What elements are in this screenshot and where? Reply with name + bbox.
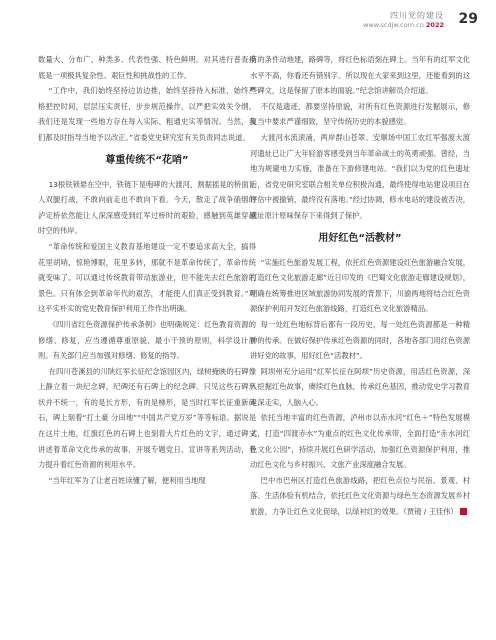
magazine-name: 四川党的建设 [390, 11, 444, 20]
body-paragraph: 13根铁锁悬在空中，铁链下是咆哮的大渡河，割据摇晃的桥面让人双腿打战，不敢向前走也不敢向下看。今天，散走了战争硝烟的泸定桥依然能让人深深感受到红军过桥时的艰险，感触到英雄穿越时空的伟岸。 [38, 179, 256, 236]
body-paragraph: 在四川苍溪县的川陕红军长征纪念馆园区内，绿树掩映的石碑像上静立着一块纪念碑，纪碑还有石碑上的纪念碑。只见这些石碑形状并不统一，有的是长方形，有的是梯形，是当时红军长征重新碑石，碑上刻着“打土豪 分田地”“中国共产党万岁”等等标语。据说是在这片土地，红旗红色的石碑上也刻着大片红色的文字，通过碑文讲述着革命文化传承的故事，开展专题党日、宣讲等系列活动，着力提升着红色资源的利用水平。 [38, 366, 256, 470]
body-paragraph: “革命传统和爱国主义教育基地建设一定不要追求高大全，搞得花里胡哨，惊艳博眼，花里多转，那就不是革命传统了，革命传统就变味了。可以通过传统教育带动旅游业，但不能先去红色旅游的景色。只有体会到革命年代的艰苦，才能使人们真正受到教育。”对这平实朴实的党史教育保护利用工作作出明确。 [38, 241, 256, 314]
body-paragraph: 《四川省红色资源保护传承条例》也明确规定：红色教育资源的修缮、修复，应当遵循尊重原貌、最小干预的原则，科学设计原则。有关部门应当加强对修缮、修复的指导。 [38, 319, 256, 361]
body-paragraph: 不仅是遗迹，都要坚持原貌，对所有红色资源进行发掘展示，修复当中要求严谨细致，坚守传统历史的本貌感觉。 [250, 101, 470, 127]
body-paragraph: 大渡河水流滚涌，两岸群山苍翠。安顺场中国工农红军强渡大渡河遗址已让广大年轻游客感受到当年革命战士的英勇顽强。曾经，当地为规避电力实施，准备在下游修建电站。“我们以为党的红色遗址后，省党史研究室联合相关单位积极沟通，最终使得电站建设项目在评估中被撤销，最终没有落地。”经过协调，修水电站的建设被否决，遗址原汁原味保存下来得到了保护。 [250, 132, 470, 220]
left-column [38, 52, 256, 488]
section-heading: 尊重传统不“花哨” [105, 154, 189, 166]
body-paragraph: 有的条件动地建，路碑等，将红色标语刻在碑上。当年有的红军文化水平不高，你看还有错别字。所以现在大家来到这里，还能看到的这些碑文，这是保留了原本的面貌。”纪念馆讲解员介绍道。 [250, 55, 470, 96]
page-header [318, 8, 478, 36]
header-url [363, 21, 444, 29]
section-heading: 用好红色“活教材” [318, 232, 402, 244]
header-year: 2022 [425, 21, 444, 29]
body-paragraph: 阿坝州充分运用“红军长征在阿坝”历史资源，用活红色资源，深入挖掘红色故事，赓续红色血脉，传承红色基因，推动党史学习教育走深走实，人脑入心。 [250, 366, 470, 407]
body-paragraph: 依托当地丰富的红色资源，泸州市以赤水河“红色＋”特色发展模式，打造“四渡赤水”为重点的红色文化传承带，全面打造“赤水河红色文化公园”，持续开展红色研学活动，加强红色资源保护利用，推动红色文化与乡村振兴、文旅产业深度融合发展。 [250, 413, 470, 470]
body-paragraph: 每一处红色地标背后都有一段历史，每一处红色资源都是一种精神的传承。在做好保护传承红色资源的同时，各地各部门用红色资源讲好党的故事，用好红色“活教材”。 [250, 319, 470, 361]
end-mark-icon [460, 508, 467, 515]
body-paragraph: 数量大、分布广、种类多、代表性强、特色鲜明。对其进行普查摸底是一项极具复杂性、艰巨性和挑战性的工作。 [38, 55, 256, 80]
body-paragraph: “工作中，我们始终坚持边访边推，始终坚持待入标准，始终严格把控时间，层层压实责任，步步规范操作，以严把实效关令纲，我们还是发现一些地方存在每入实际、粗通史实等情况。当然，我们都及时指导当地予以改正。”省委党史研究室有关负责同志说道。 [38, 86, 256, 142]
body-paragraph: 巴中市巴州区打造红色旅游线路，把红色点位与民宿、景观、村落、生活体验有机结合，依托红色文化资源与绿色生态资源发展乡村旅游，力争让红色文化促绿，以绿衬红的效果。（贾镜 / 王佳伟） [250, 475, 470, 517]
page-number: 29 [458, 11, 478, 27]
body-paragraph: “实施红色旅游发展工程，依托红色资源建设红色旅游融合发展，打造红色文化旅游走廊”近日印发的《巴蜀文化旅游走廊建设规划》，明确在统筹推进区域旅游协同发展的背景下，川渝两地将结合红色资源保护利用开发红色旅游线路，打造红色文化旅游精品。 [250, 257, 470, 314]
right-column [250, 52, 470, 520]
body-paragraph: “当年红军为了让老百姓读懂了解，便利用当地现 [48, 475, 206, 485]
url-text: www.scdjw.com.cn [363, 21, 424, 29]
